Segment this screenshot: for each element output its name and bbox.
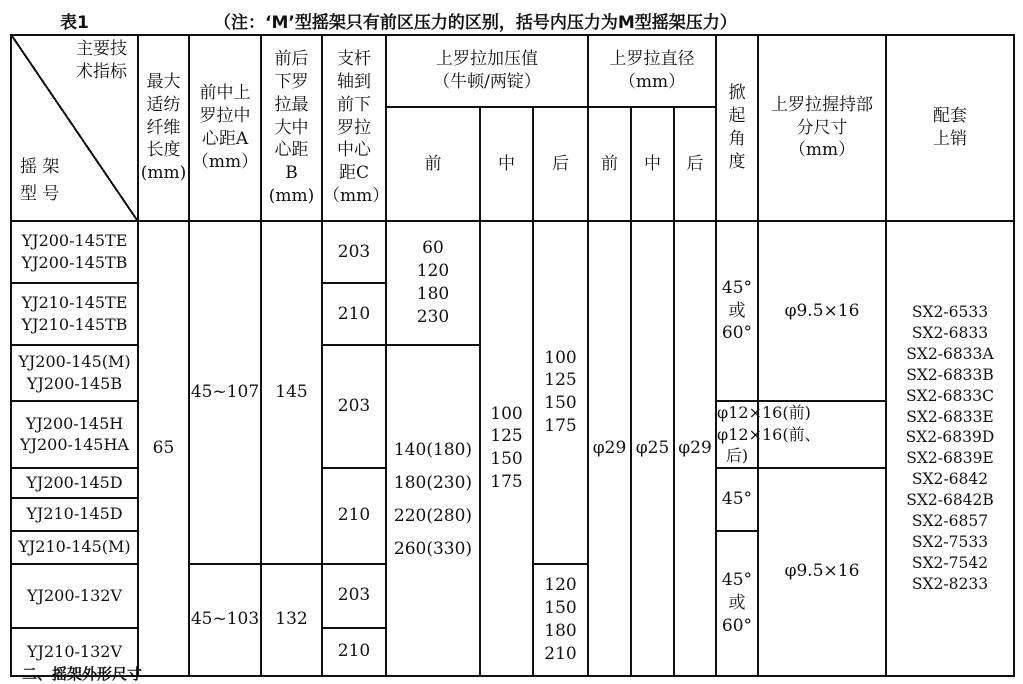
model-cell: YJ200-145H YJ200-145HA — [11, 401, 138, 468]
model-cell: YJ210-145D — [11, 498, 138, 531]
pressure-middle-value: 100 125 150 175 — [480, 221, 533, 676]
diameter-rear-value: φ29 — [674, 221, 716, 676]
header-indicator-label: 主要技 术指标 — [76, 39, 127, 82]
lift-angle-45-60: 45° 或 60° — [716, 531, 758, 676]
table-label: 表1 — [60, 13, 89, 33]
header-pressure-front: 前 — [386, 107, 480, 221]
center-c-value: 203 — [322, 564, 386, 628]
model-cell: YJ210-145TE YJ210-145TB — [11, 283, 138, 345]
model-cell: YJ210-132V — [11, 628, 138, 676]
spec-table — [10, 34, 1015, 677]
table-caption — [0, 6, 1023, 33]
center-c-value: 203 — [322, 345, 386, 468]
center-b-value-145: 145 — [261, 221, 322, 564]
pressure-rear-value-132: 120 150 180 210 — [533, 564, 588, 676]
header-diameter-front: 前 — [588, 107, 631, 221]
header-diameter-rear: 后 — [674, 107, 716, 221]
grip-size-standard: φ9.5×16 — [758, 468, 886, 676]
center-c-value: 210 — [322, 628, 386, 676]
lift-angle-45: 45° — [716, 468, 758, 531]
max-fiber-value: 65 — [138, 221, 189, 676]
pins-list: SX2-6533 SX2-6833 SX2-6833A SX2-6833B SX2-6833C SX2-6833E SX2-6839D SX2-6839E SX2-6842 SX2-6842B SX2-6857 SX2-7533 SX2-7542 SX2-8233 — [886, 221, 1014, 676]
header-center-distance-b: 前后 下罗 拉最 大中 心距 B (mm) — [261, 35, 322, 221]
center-b-value-132: 132 — [261, 564, 322, 676]
center-c-value: 210 — [322, 283, 386, 345]
center-a-value-145: 45~107 — [189, 221, 261, 564]
diameter-front-value: φ29 — [588, 221, 631, 676]
grip-size-h-type: φ12×16(前) φ12×16(前、后) — [716, 401, 758, 468]
diameter-middle-value: φ25 — [631, 221, 674, 676]
header-diagonal-cell — [11, 35, 138, 221]
section-footer: 二、摇架外形尺寸 — [22, 665, 143, 683]
center-c-value: 203 — [322, 221, 386, 283]
table-note: （注：‘M’型摇架只有前区压力的区别，括号内压力为M型摇架压力） — [214, 13, 737, 33]
center-a-value-132: 45~103 — [189, 564, 261, 676]
header-diameter-group: 上罗拉直径 （mm） — [588, 35, 716, 107]
header-diameter-middle: 中 — [631, 107, 674, 221]
model-cell: YJ200-145TE YJ200-145TB — [11, 221, 138, 283]
grip-size-standard: φ9.5×16 — [758, 221, 886, 401]
header-pressure-rear: 后 — [533, 107, 588, 221]
model-cell: YJ200-145(M) YJ200-145B — [11, 345, 138, 401]
pressure-front-m-type: 140(180) 180(230) 220(280) 260(330) — [386, 345, 480, 676]
lift-angle-45-60: 45° 或 60° — [716, 221, 758, 401]
header-grip-size: 上罗拉握持部 分尺寸 （mm） — [758, 35, 886, 221]
header-max-fiber-length: 最大 适纺 纤维 长度 (mm) — [138, 35, 189, 221]
header-lift-angle: 掀 起 角 度 — [716, 35, 758, 221]
header-center-distance-a: 前中上 罗拉中 心距A （mm） — [189, 35, 261, 221]
pressure-rear-value-145: 100 125 150 175 — [533, 221, 588, 564]
header-center-distance-c: 支杆 轴到 前下 罗拉 中心 距C （mm） — [322, 35, 386, 221]
header-model-label: 摇 架 型 号 — [20, 156, 60, 204]
header-pressure-middle: 中 — [480, 107, 533, 221]
pressure-front-basic: 60 120 180 230 — [386, 221, 480, 345]
header-pins: 配套 上销 — [886, 35, 1014, 221]
model-cell: YJ210-145(M) — [11, 531, 138, 564]
model-cell: YJ200-132V — [11, 564, 138, 628]
model-cell: YJ200-145D — [11, 468, 138, 498]
header-pressure-group: 上罗拉加压值 （牛顿/两锭） — [386, 35, 588, 107]
center-c-value: 210 — [322, 468, 386, 564]
